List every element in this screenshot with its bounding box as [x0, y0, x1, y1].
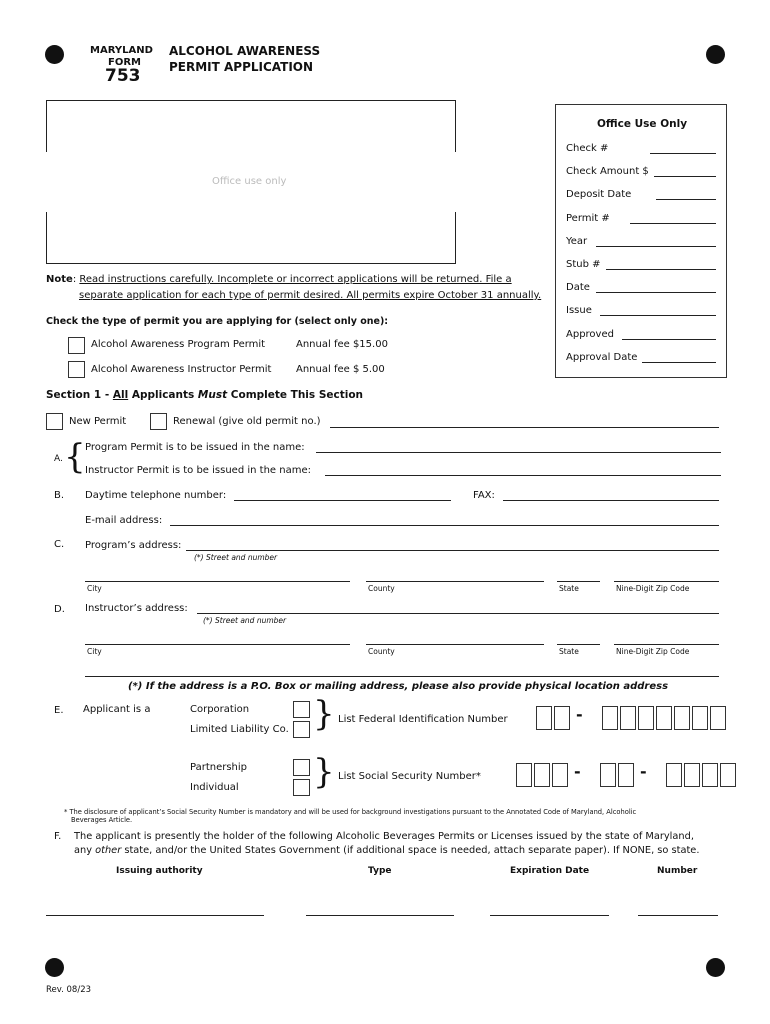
program-street-field[interactable]: [186, 550, 719, 551]
program-state-field[interactable]: [557, 581, 600, 582]
col-number: Number: [657, 866, 698, 876]
item-f-line2-other: other: [95, 845, 122, 856]
fein-digit-box[interactable]: [710, 706, 726, 730]
program-address-label: Program’s address:: [85, 540, 182, 551]
fein-digit-box[interactable]: [554, 706, 570, 730]
ssn-disclosure-line2: Beverages Article.: [71, 816, 133, 824]
program-zip-field[interactable]: [614, 581, 719, 582]
program-name-field[interactable]: [316, 452, 721, 453]
expiration-date-field[interactable]: [490, 915, 609, 916]
form-title-line2: PERMIT APPLICATION: [169, 60, 314, 74]
revision-label: Rev. 08/23: [46, 985, 92, 995]
section1-heading: [46, 389, 363, 401]
note-text: Note: Read instructions carefully. Incomplete or incorrect applications will be returned. File a: [46, 274, 512, 285]
office-field-line[interactable]: [650, 153, 716, 154]
office-use-placeholder: Office use only: [212, 176, 287, 187]
program-city-label: City: [87, 584, 102, 593]
note-label: Note: [46, 274, 73, 285]
new-permit-checkbox[interactable]: [46, 413, 63, 430]
office-field-line[interactable]: [596, 246, 716, 247]
po-box-divider: [85, 676, 719, 677]
fein-digit-box[interactable]: [620, 706, 636, 730]
section1-heading-part2: Applicants: [128, 389, 198, 401]
program-name-label: Program Permit is to be issued in the name:: [85, 442, 305, 453]
ssn-disclosure-line1: * The disclosure of applicant’s Social Security Number is mandatory and will be used for background investigations pursuant to the Annotated Code of Maryland, Alcoholic: [64, 808, 637, 816]
office-field-label: Approval Date: [566, 351, 638, 363]
corporation-checkbox[interactable]: [293, 701, 310, 718]
instructor-permit-label: Alcohol Awareness Instructor Permit: [91, 364, 272, 375]
registration-dot-bottom-right: [706, 958, 725, 977]
office-field-line[interactable]: [596, 292, 716, 293]
fein-digit-box[interactable]: [536, 706, 552, 730]
office-field-line[interactable]: [630, 223, 716, 224]
fein-label: List Federal Identification Number: [338, 714, 508, 725]
number-field[interactable]: [638, 915, 718, 916]
office-field-label: Check Amount $: [566, 166, 649, 178]
llc-checkbox[interactable]: [293, 721, 310, 738]
instructor-name-label: Instructor Permit is to be issued in the name:: [85, 465, 311, 476]
item-a-letter: A.: [54, 454, 63, 464]
phone-field[interactable]: [234, 500, 451, 501]
issuing-authority-field[interactable]: [46, 915, 264, 916]
instructor-street-field[interactable]: [197, 613, 719, 614]
office-field-label: Date: [566, 282, 590, 294]
registration-dot-top-left: [45, 45, 64, 64]
item-c-letter: C.: [54, 539, 65, 550]
program-permit-label: Alcohol Awareness Program Permit: [91, 339, 266, 350]
item-f-line1: The applicant is presently the holder of the following Alcoholic Beverages Permits or Licenses issued by the state of Maryland,: [74, 831, 694, 842]
office-field-label: Year: [566, 235, 588, 247]
office-field-line[interactable]: [654, 176, 716, 177]
item-f-letter: F.: [54, 831, 62, 842]
col-type: Type: [368, 866, 392, 876]
ssn-dash: -: [640, 762, 647, 781]
form-title-line1: ALCOHOL AWARENESS: [169, 44, 321, 58]
office-use-only-title: Office Use Only: [597, 118, 688, 130]
instructor-address-label: Instructor’s address:: [85, 603, 188, 614]
col-expiration-date: Expiration Date: [510, 866, 590, 876]
individual-label: Individual: [190, 782, 239, 793]
ssn-brace: }: [313, 752, 335, 792]
office-use-box: [46, 100, 456, 265]
instructor-county-field[interactable]: [366, 644, 544, 645]
po-box-note: (*) If the address is a P.O. Box or mailing address, please also provide physical location address: [128, 681, 669, 692]
note-line1: Read instructions carefully. Incomplete or incorrect applications will be returned. File a: [79, 274, 512, 285]
fein-digit-box[interactable]: [602, 706, 618, 730]
instructor-state-field[interactable]: [557, 644, 600, 645]
type-field[interactable]: [306, 915, 454, 916]
email-label: E-mail address:: [85, 515, 163, 526]
office-field-label: Stub #: [566, 259, 601, 270]
instructor-zip-field[interactable]: [614, 644, 719, 645]
fax-label: FAX:: [473, 490, 495, 501]
ssn-label: List Social Security Number*: [338, 771, 481, 782]
office-field-label: Check #: [566, 143, 609, 154]
permit-type-heading: Check the type of permit you are applying for (select only one):: [46, 316, 389, 327]
program-state-label: State: [559, 584, 579, 593]
item-b-letter: B.: [54, 490, 65, 501]
fein-digit-box[interactable]: [674, 706, 690, 730]
ssn-digit-box[interactable]: [600, 763, 616, 787]
ssn-digit-box[interactable]: [552, 763, 568, 787]
section1-heading-all: All: [112, 389, 129, 401]
ssn-digit-box[interactable]: [618, 763, 634, 787]
fein-brace: }: [313, 694, 335, 734]
fein-dash: -: [576, 705, 583, 724]
office-field-label: Approved: [566, 328, 614, 340]
office-field-label: Permit #: [566, 212, 610, 224]
item-f-line2-part1: any: [74, 845, 96, 856]
renewal-permit-number-field[interactable]: [330, 427, 719, 428]
partnership-checkbox[interactable]: [293, 759, 310, 776]
section1-heading-part1: Section 1 -: [46, 389, 113, 401]
program-street-hint: (*) Street and number: [194, 553, 278, 562]
program-permit-checkbox[interactable]: [68, 337, 85, 354]
office-field-label: Issue: [566, 305, 592, 317]
item-f-line2: [74, 845, 699, 856]
section1-heading-must: Must: [197, 389, 228, 401]
office-field-line[interactable]: [606, 269, 716, 270]
applicant-type-label: Applicant is a: [83, 704, 151, 715]
instructor-city-field[interactable]: [85, 644, 350, 645]
instructor-permit-fee: Annual fee $ 5.00: [296, 364, 385, 375]
corporation-label: Corporation: [190, 704, 250, 715]
program-zip-label: Nine-Digit Zip Code: [616, 584, 690, 593]
fein-digit-box[interactable]: [656, 706, 672, 730]
llc-label: Limited Liability Co.: [190, 724, 289, 735]
ssn-digit-box[interactable]: [666, 763, 682, 787]
ssn-digit-box[interactable]: [702, 763, 718, 787]
office-field-line[interactable]: [642, 362, 716, 363]
renewal-checkbox[interactable]: [150, 413, 167, 430]
new-permit-label: New Permit: [69, 416, 127, 427]
program-city-field[interactable]: [85, 581, 350, 582]
instructor-city-label: City: [87, 647, 102, 656]
ssn-digit-box[interactable]: [516, 763, 532, 787]
partnership-label: Partnership: [190, 762, 248, 773]
renewal-label: Renewal (give old permit no.): [173, 416, 321, 427]
item-a-brace: {: [64, 437, 86, 477]
col-issuing-authority: Issuing authority: [116, 866, 203, 876]
office-field-label: Deposit Date: [566, 189, 632, 201]
email-field[interactable]: [170, 525, 719, 526]
form-label: FORM: [108, 57, 141, 68]
program-county-label: County: [368, 584, 395, 593]
office-use-only-panel: [555, 104, 727, 378]
instructor-name-field[interactable]: [325, 475, 721, 476]
note-line2: separate application for each type of permit desired. All permits expire October 31 annually.: [79, 290, 542, 301]
fax-field[interactable]: [503, 500, 719, 501]
ssn-digit-box[interactable]: [684, 763, 700, 787]
instructor-state-label: State: [559, 647, 579, 656]
program-county-field[interactable]: [366, 581, 544, 582]
office-field-line[interactable]: [622, 339, 716, 340]
registration-dot-bottom-left: [45, 958, 64, 977]
office-field-line[interactable]: [656, 199, 716, 200]
ssn-dash: -: [574, 762, 581, 781]
ssn-digit-box[interactable]: [534, 763, 550, 787]
instructor-permit-checkbox[interactable]: [68, 361, 85, 378]
office-field-line[interactable]: [600, 315, 716, 316]
instructor-county-label: County: [368, 647, 395, 656]
individual-checkbox[interactable]: [293, 779, 310, 796]
fein-digit-box[interactable]: [692, 706, 708, 730]
item-f-line2-part2: state, and/or the United States Government (if additional space is needed, attach separate paper). If NONE, so state.: [121, 845, 700, 856]
registration-dot-top-right: [706, 45, 725, 64]
ssn-digit-box[interactable]: [720, 763, 736, 787]
instructor-street-hint: (*) Street and number: [203, 616, 287, 625]
section1-heading-part3: Complete This Section: [227, 389, 364, 401]
form-number: 753: [105, 66, 141, 86]
item-d-letter: D.: [54, 604, 65, 615]
fein-digit-box[interactable]: [638, 706, 654, 730]
program-permit-fee: Annual fee $15.00: [296, 339, 388, 350]
item-e-letter: E.: [54, 705, 64, 716]
phone-label: Daytime telephone number:: [85, 490, 227, 501]
state-label: MARYLAND: [90, 45, 153, 56]
instructor-zip-label: Nine-Digit Zip Code: [616, 647, 690, 656]
